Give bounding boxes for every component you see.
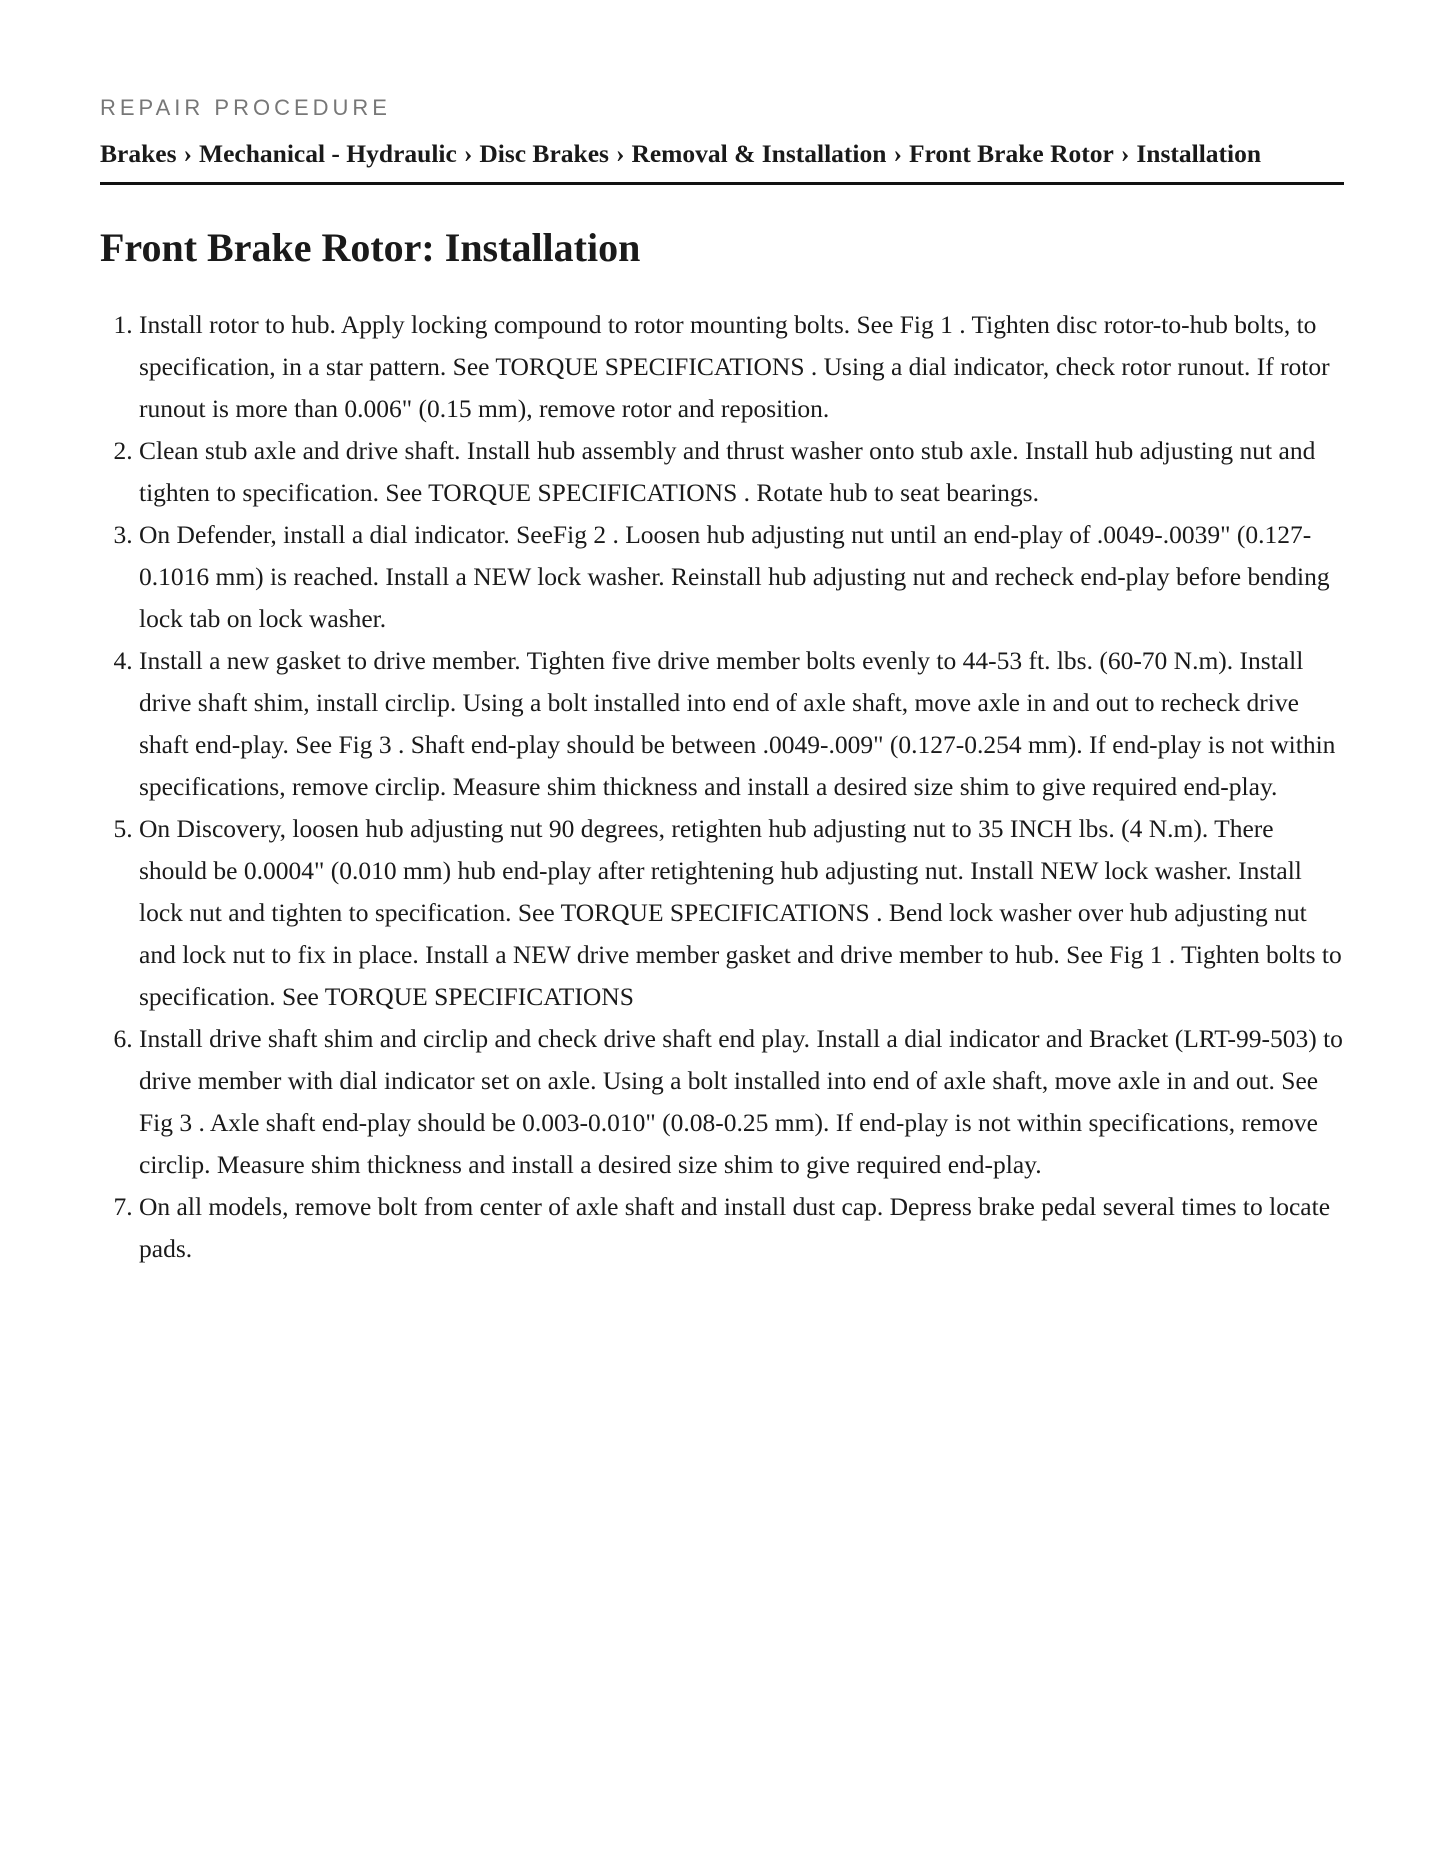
breadcrumb-item-mechanical-hydraulic[interactable]: Mechanical - Hydraulic [199,139,457,168]
breadcrumb-item-front-brake-rotor[interactable]: Front Brake Rotor [908,139,1114,168]
breadcrumb-separator: › [893,139,902,168]
breadcrumb-item-installation: Installation [1136,139,1262,168]
breadcrumb-item-removal-installation[interactable]: Removal & Installation [631,139,887,168]
breadcrumb-separator: › [183,139,192,168]
procedure-step-5: 5. On Discovery, loosen hub adjusting nut 90 degrees, retighten hub adjusting nut to 35 INCH lbs. (4 N.m). There should be 0.0004" (0.010 mm) hub end-play after retightening hub adjusting nut. Install NEW lock washer. Install lock nut and tighten to specification. See TORQUE SPECIFICATIONS . Bend lock washer over hub adjusting nut and lock nut to fix in place. Install a NEW drive member gasket and drive member to hub. See Fig 1 . Tighten bolts to specification. See TORQUE SPECIFICATIONS [139,808,1344,1018]
breadcrumb-separator: › [1120,139,1130,168]
section-kicker: REPAIR PROCEDURE [100,95,391,120]
procedure-step-7: 7. On all models, remove bolt from center of axle shaft and install dust cap. Depress brake pedal several times to locate pads. [139,1186,1344,1270]
procedure-step-3: 3. On Defender, install a dial indicator. SeeFig 2 . Loosen hub adjusting nut until an end-play of .0049-.0039" (0.127-0.1016 mm) is reached. Install a NEW lock washer. Reinstall hub adjusting nut and recheck end-play before bending lock tab on lock washer. [139,514,1344,640]
breadcrumb-separator: › [615,139,625,168]
breadcrumb-item-disc-brakes[interactable]: Disc Brakes [479,139,609,168]
procedure-step-1: 1. Install rotor to hub. Apply locking compound to rotor mounting bolts. See Fig 1 . Tighten disc rotor-to-hub bolts, to specification, in a star pattern. See TORQUE SPECIFICATIONS . Using a dial indicator, check rotor runout. If rotor runout is more than 0.006" (0.15 mm), remove rotor and reposition. [139,304,1344,430]
breadcrumb-separator: › [463,139,473,168]
procedure-step-2: 2. Clean stub axle and drive shaft. Install hub assembly and thrust washer onto stub axle. Install hub adjusting nut and tighten to specification. See TORQUE SPECIFICATIONS . Rotate hub to seat bearings. [139,430,1344,514]
breadcrumb-item-brakes[interactable]: Brakes [100,139,177,168]
procedure-steps-list [100,304,1344,1270]
procedure-step-4: 4. Install a new gasket to drive member. Tighten five drive member bolts evenly to 44-53 ft. lbs. (60-70 N.m). Install drive shaft shim, install circlip. Using a bolt installed into end of axle shaft, move axle in and out to recheck drive shaft end-play. See Fig 3 . Shaft end-play should be between .0049-.009" (0.127-0.254 mm). If end-play is not within specifications, remove circlip. Measure shim thickness and install a desired size shim to give required end-play. [139,640,1344,808]
procedure-step-6: 6. Install drive shaft shim and circlip and check drive shaft end play. Install a dial indicator and Bracket (LRT-99-503) to drive member with dial indicator set on axle. Using a bolt installed into end of axle shaft, move axle in and out. See Fig 3 . Axle shaft end-play should be 0.003-0.010" (0.08-0.25 mm). If end-play is not within specifications, remove circlip. Measure shim thickness and install a desired size shim to give required end-play. [139,1018,1344,1186]
breadcrumb [100,134,1344,185]
page-title: Front Brake Rotor: Installation [100,225,641,270]
document-page [100,92,1344,1270]
